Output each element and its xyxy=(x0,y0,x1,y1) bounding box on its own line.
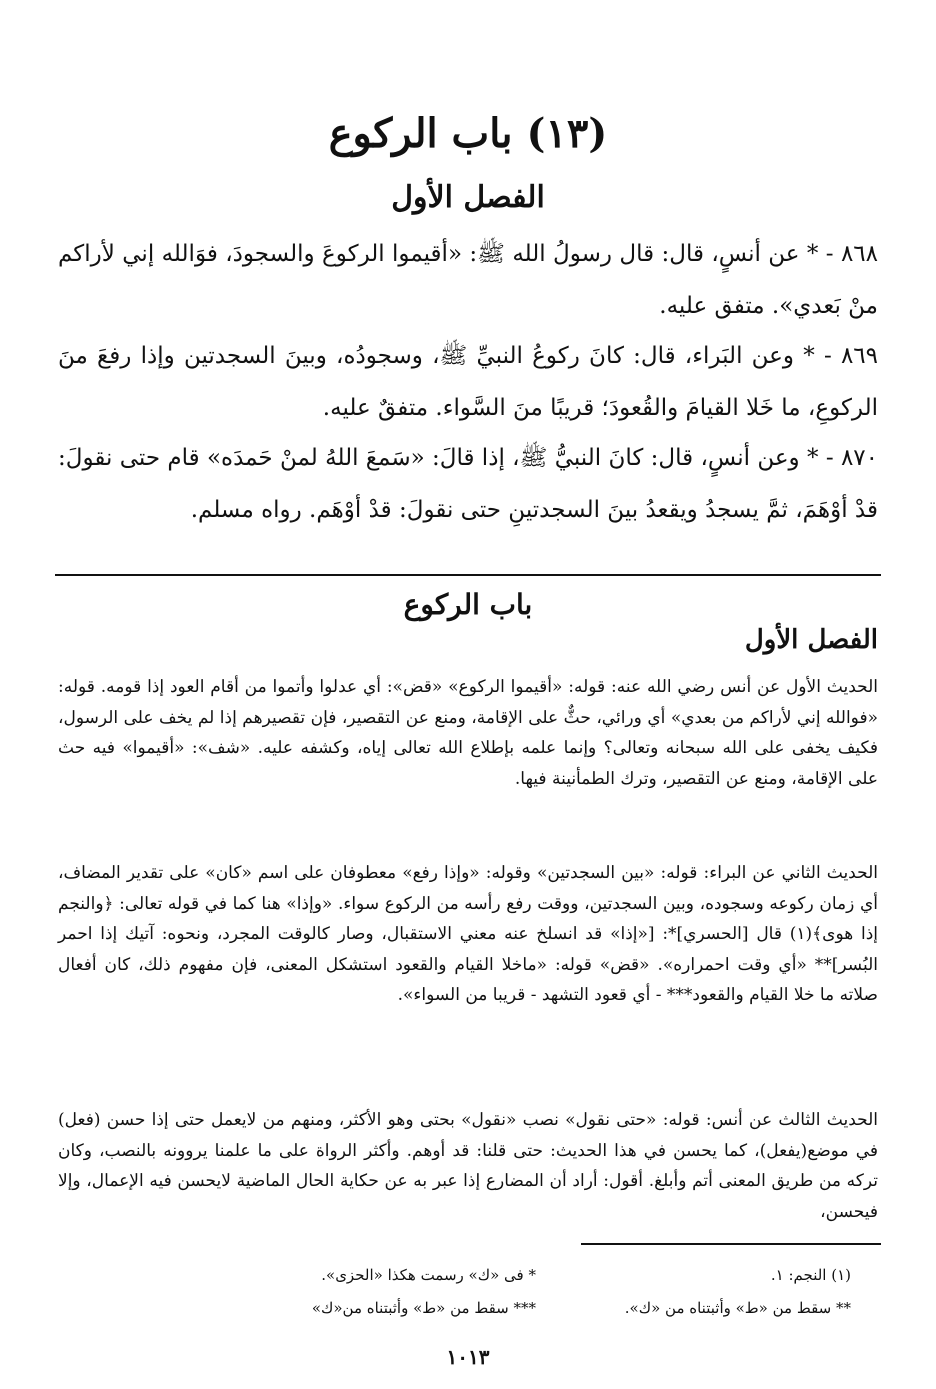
commentary-section-title: الفصل الأول xyxy=(744,625,878,655)
footnote-1: (١) النجم: ١. xyxy=(770,1266,851,1284)
footnote-4: *** سقط من «ط» وأثبتناه من«ك» xyxy=(311,1299,536,1317)
commentary-paragraph-1: الحديث الأول عن أنس رضي الله عنه: قوله: «أقيموا الركوع» «قض»: أي عدلوا وأتموا من أقام العود إذا قومه. قوله: «فوالله إني لأراكم من بعدي» أي ورائي، حثٌّ على الإقامة، ومنع عن التقصير، فإن تقصيرهم إذا لم يخف على الرسول، فكيف يخفى على الله سبحانه وتعالى؟ وإنما علمه بإطلاع الله تعالى إياه، وكشفه عليه. «شف»: «أقيموا» فيه حث على الإقامة، ومنع عن التقصير، وترك الطمأنينة فيها. xyxy=(58,677,878,789)
hadith-868: ٨٦٨ - * عن أنسٍ، قال: قال رسولُ الله ﷺ: «أقيموا الركوعَ والسجودَ، فوَالله إني لأراكم منْ بَعدي». متفق عليه. xyxy=(58,241,878,319)
page-number: ١٠١٣ xyxy=(446,1345,490,1369)
footnote-3: ** سقط من «ط» وأثبتناه من «ك». xyxy=(624,1299,851,1317)
commentary-paragraph-3: الحديث الثالث عن أنس: قوله: «حتى نقول» نصب «نقول» بحتى وهو الأكثر، ومنهم من لايعمل حتى إذا حسن (فعل) في موضع(يفعل)، كما يحسن في هذا الحديث: حتى قلنا: قد أوهم. وأكثر الرواة على ما علمنا يروونه بالنصب، وكان تركه من طريق المعنى أتم وأبلغ. أقول: أراد أن المضارع إذا عبر به عن حكاية الحال الماضية لايحسن فيه الإعمال، وإلا فيحسن، xyxy=(58,1110,878,1222)
commentary-title: باب الركوع xyxy=(403,588,533,621)
hadith-870: ٨٧٠ - * وعن أنسٍ، قال: كانَ النبيُّ ﷺ، إذا قالَ: «سَمعَ اللهُ لمنْ حَمدَه» قام حتى نقولَ: قدْ أوْهَمَ، ثمَّ يسجدُ ويقعدُ بينَ السجدتينِ حتى نقولَ: قدْ أوْهَم. رواه مسلم. xyxy=(58,445,878,523)
hadith-869: ٨٦٩ - * وعن البَراء، قال: كانَ ركوعُ النبيِّ ﷺ، وسجودُه، وبينَ السجدتين وإذا رفعَ منَ الركوعِ، ما خَلا القيامَ والقُعودَ؛ قريبًا منَ السَّواء. متفقٌ عليه. xyxy=(58,343,878,421)
footnote-2: * فى «ك» رسمت هكذا «الحزى». xyxy=(321,1266,536,1284)
section-title: الفصل الأول xyxy=(391,180,545,215)
section-divider xyxy=(55,574,881,576)
footnote-divider xyxy=(581,1243,881,1245)
commentary-paragraph-2: الحديث الثاني عن البراء: قوله: «بين السجدتين» وقوله: «وإذا رفع» معطوفان على اسم «كان» على تقدير المضاف، أي زمان ركوعه وسجوده، وبين السجدتين، ووقت رفع رأسه من الركوع سواء. «وإذا» هنا كما في قوله تعالى: ﴿والنجم إذا هوى﴾(١) قال [الحسري]*: [«إذا» قد انسلخ عنه معني الاستقبال، وصار كالوقت المجرد، ونحوه: آتيك إذا احمر البُسر]** «أي وقت احمراره». «قض» قوله: «ماخلا القيام والقعود استشكل المعنى، فإن مفهوم ذلك، كان أفعال صلاته ما خلا القيام والقعود*** - أي قعود التشهد - قريبا من السواء». xyxy=(58,863,878,1005)
chapter-title: (١٣) باب الركوع xyxy=(328,110,608,157)
